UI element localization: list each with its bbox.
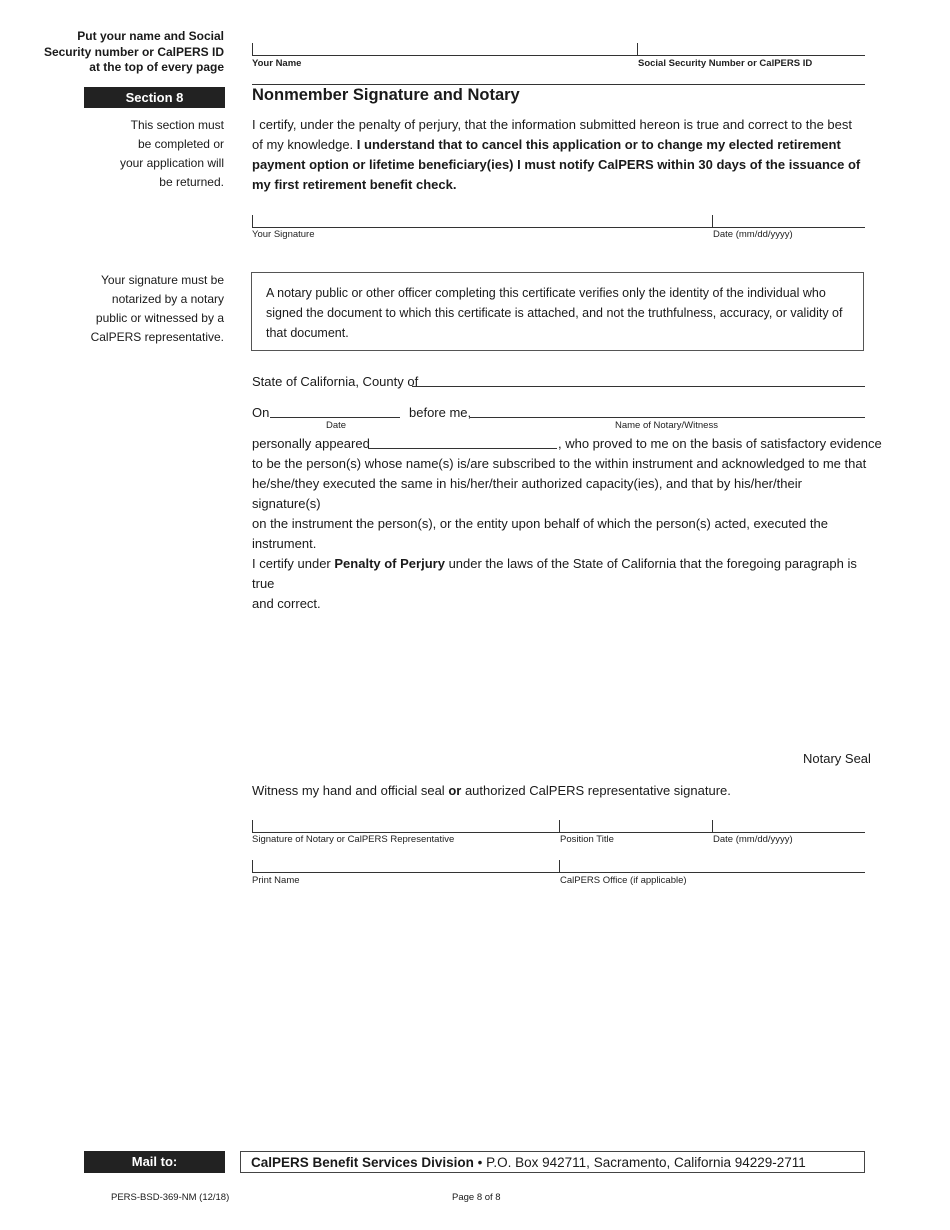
- witness-post: authorized CalPERS representative signature.: [464, 783, 731, 798]
- on-label: On: [252, 405, 270, 420]
- appeared-rest: , who proved to me on the basis of satisfactory evidence: [558, 436, 882, 451]
- signature-date-label: Date (mm/dd/yyyy): [713, 229, 793, 240]
- notary-name-field[interactable]: [470, 417, 865, 418]
- notary-side-note-line3: public or witnessed by a: [95, 311, 224, 325]
- mail-org: CalPERS Benefit Services Division: [251, 1155, 474, 1170]
- section-side-note-line4: be returned.: [159, 175, 224, 189]
- perjury-end: and correct.: [252, 596, 321, 611]
- notary-paragraph-line4: on the instrument the person(s), or the entity upon behalf of which the person(s) acted, executed the instrument.: [252, 516, 828, 551]
- notary-signature-field[interactable]: [252, 832, 865, 833]
- certify-bold: I understand that to cancel this application or to change my elected retirement payment option or lifetime beneficiary(ies) I must notify CalPERS within 30 days of the issuance of my first retirement benefit check.: [252, 137, 861, 192]
- notary-side-note-line2: notarized by a notary: [111, 292, 224, 306]
- notary-sig-date-label: Date (mm/dd/yyyy): [713, 834, 793, 845]
- county-field[interactable]: [412, 386, 865, 387]
- position-tick: [559, 820, 560, 832]
- name-label: Your Name: [252, 58, 302, 69]
- header-instruction-line1: Put your name and Social: [77, 29, 224, 43]
- witness-bold: or: [448, 783, 462, 798]
- appeared-field[interactable]: [368, 448, 557, 449]
- certify-intro: I certify, under the penalty of perjury, that the information submitted hereon is true and correct to the best of my knowledge.: [252, 117, 853, 152]
- office-tick: [559, 860, 560, 872]
- notary-paragraph-line3: he/she/they executed the same in his/her/their authorized capacity(ies), and that by his/her/their signature(s): [252, 476, 802, 511]
- notary-date-sublabel: Date: [326, 420, 347, 431]
- notary-name-sublabel: Name of Notary/Witness: [615, 420, 718, 431]
- section-side-note-line3: your application will: [119, 156, 224, 170]
- section-title: Nonmember Signature and Notary: [252, 86, 520, 104]
- header-instruction: [44, 29, 224, 76]
- print-name-field[interactable]: [252, 872, 865, 873]
- notary-signature-label: Signature of Notary or CalPERS Representative: [252, 834, 455, 845]
- notary-sig-tick: [252, 820, 253, 832]
- notary-seal-label: Notary Seal: [803, 751, 871, 766]
- witness-line: [252, 781, 731, 801]
- signature-field[interactable]: [252, 227, 865, 228]
- position-title-label: Position Title: [560, 834, 614, 845]
- id-field-tick: [637, 43, 638, 55]
- appeared-label: personally appeared: [252, 436, 370, 451]
- before-me-label: before me,: [409, 405, 472, 420]
- section-badge: Section 8: [84, 87, 225, 108]
- perjury-post: under the laws of the State of California that the foregoing paragraph is true: [252, 556, 857, 591]
- notary-side-note-line4: CalPERS representative.: [90, 330, 224, 344]
- county-label: State of California, County of: [252, 374, 419, 389]
- notary-notice-box: [251, 272, 864, 351]
- notary-side-note-line1: Your signature must be: [101, 273, 224, 287]
- notary-paragraph: [252, 454, 867, 614]
- section-side-note-line2: be completed or: [137, 137, 224, 151]
- mail-bullet: •: [477, 1155, 483, 1170]
- perjury-line: [252, 554, 867, 594]
- notary-date-tick: [712, 820, 713, 832]
- print-name-label: Print Name: [252, 875, 300, 886]
- form-id: PERS-BSD-369-NM (12/18): [111, 1192, 230, 1203]
- signature-date-tick: [712, 215, 713, 227]
- header-instruction-line3: at the top of every page: [89, 60, 224, 74]
- notary-paragraph-line2: to be the person(s) whose name(s) is/are subscribed to the within instrument and acknowledged to me that: [252, 456, 867, 471]
- notary-side-note: [91, 271, 224, 347]
- notary-date-field[interactable]: [270, 417, 400, 418]
- header-divider: [252, 84, 865, 85]
- mail-to-address-box: [240, 1151, 865, 1173]
- perjury-bold: Penalty of Perjury: [334, 556, 445, 571]
- page-number: Page 8 of 8: [452, 1192, 501, 1203]
- mail-address: P.O. Box 942711, Sacramento, California 94229-2711: [486, 1155, 806, 1170]
- mail-to-badge: Mail to:: [84, 1151, 225, 1173]
- name-field-tick: [252, 43, 253, 55]
- section-side-note-line1: This section must: [130, 118, 224, 132]
- perjury-pre: I certify under: [252, 556, 331, 571]
- signature-tick: [252, 215, 253, 227]
- witness-pre: Witness my hand and official seal: [252, 783, 445, 798]
- notary-notice-text: A notary public or other officer completing this certificate verifies only the identity of the individual who signed the document to which this certificate is attached, and not the truthfulness, accuracy, or validity of that document.: [266, 286, 843, 340]
- certify-paragraph: [252, 115, 864, 195]
- section-side-note: [120, 116, 224, 192]
- calpers-office-label: CalPERS Office (if applicable): [560, 875, 687, 886]
- id-label: Social Security Number or CalPERS ID: [638, 58, 813, 69]
- print-name-tick: [252, 860, 253, 872]
- header-instruction-line2: Security number or CalPERS ID: [43, 44, 224, 59]
- signature-label: Your Signature: [252, 229, 315, 240]
- name-id-field[interactable]: [252, 55, 865, 56]
